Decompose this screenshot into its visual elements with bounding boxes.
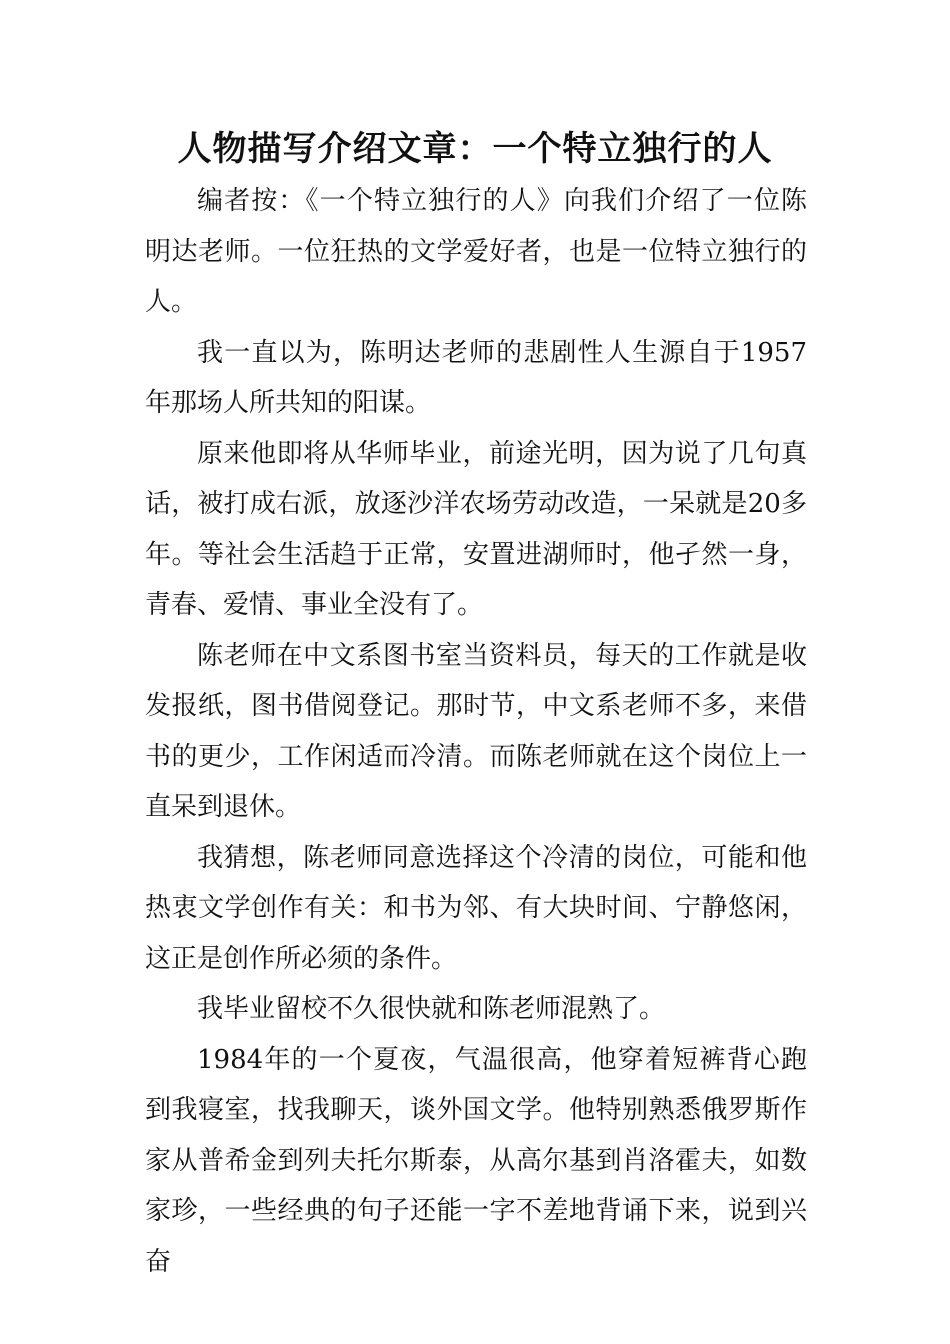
paragraph: 陈老师在中文系图书室当资料员，每天的工作就是收发报纸，图书借阅登记。那时节，中文系老师不多，来借书的更少，工作闲适而冷清。而陈老师就在这个岗位上一直呆到退休。 (145, 640, 807, 822)
paragraph-editor-note: 编者按：《一个特立独行的人》向我们介绍了一位陈明达老师。一位狂热的文学爱好者，也是一位特立独行的人。 (145, 186, 807, 317)
paragraph: 原来他即将从华师毕业，前途光明，因为说了几句真话，被打成右派，放逐沙洋农场劳动改造，一呆就是20多年。等社会生活趋于正常，安置进湖师时，他孑然一身，青春、爱情、事业全没有了。 (145, 438, 807, 620)
paragraph: 我猜想，陈老师同意选择这个冷清的岗位，可能和他热衷文学创作有关：和书为邻、有大块时间、宁静悠闲，这正是创作所必须的条件。 (145, 842, 807, 974)
paragraph: 1984年的一个夏夜，气温很高，他穿着短裤背心跑到我寝室，找我聊天，谈外国文学。他特别熟悉俄罗斯作家从普希金到列夫托尔斯泰，从高尔基到肖洛霍夫，如数家珍，一些经典的句子还能一字不差地背诵下来，说到兴奋 (145, 1044, 807, 1277)
document-title: 人物描写介绍文章：一个特立独行的人 (177, 129, 773, 169)
paragraph: 我毕业留校不久很快就和陈老师混熟了。 (197, 994, 666, 1024)
paragraph: 我一直以为，陈明达老师的悲剧性人生源自于1957年那场人所共知的阳谋。 (145, 337, 807, 418)
document-body (145, 176, 807, 1287)
